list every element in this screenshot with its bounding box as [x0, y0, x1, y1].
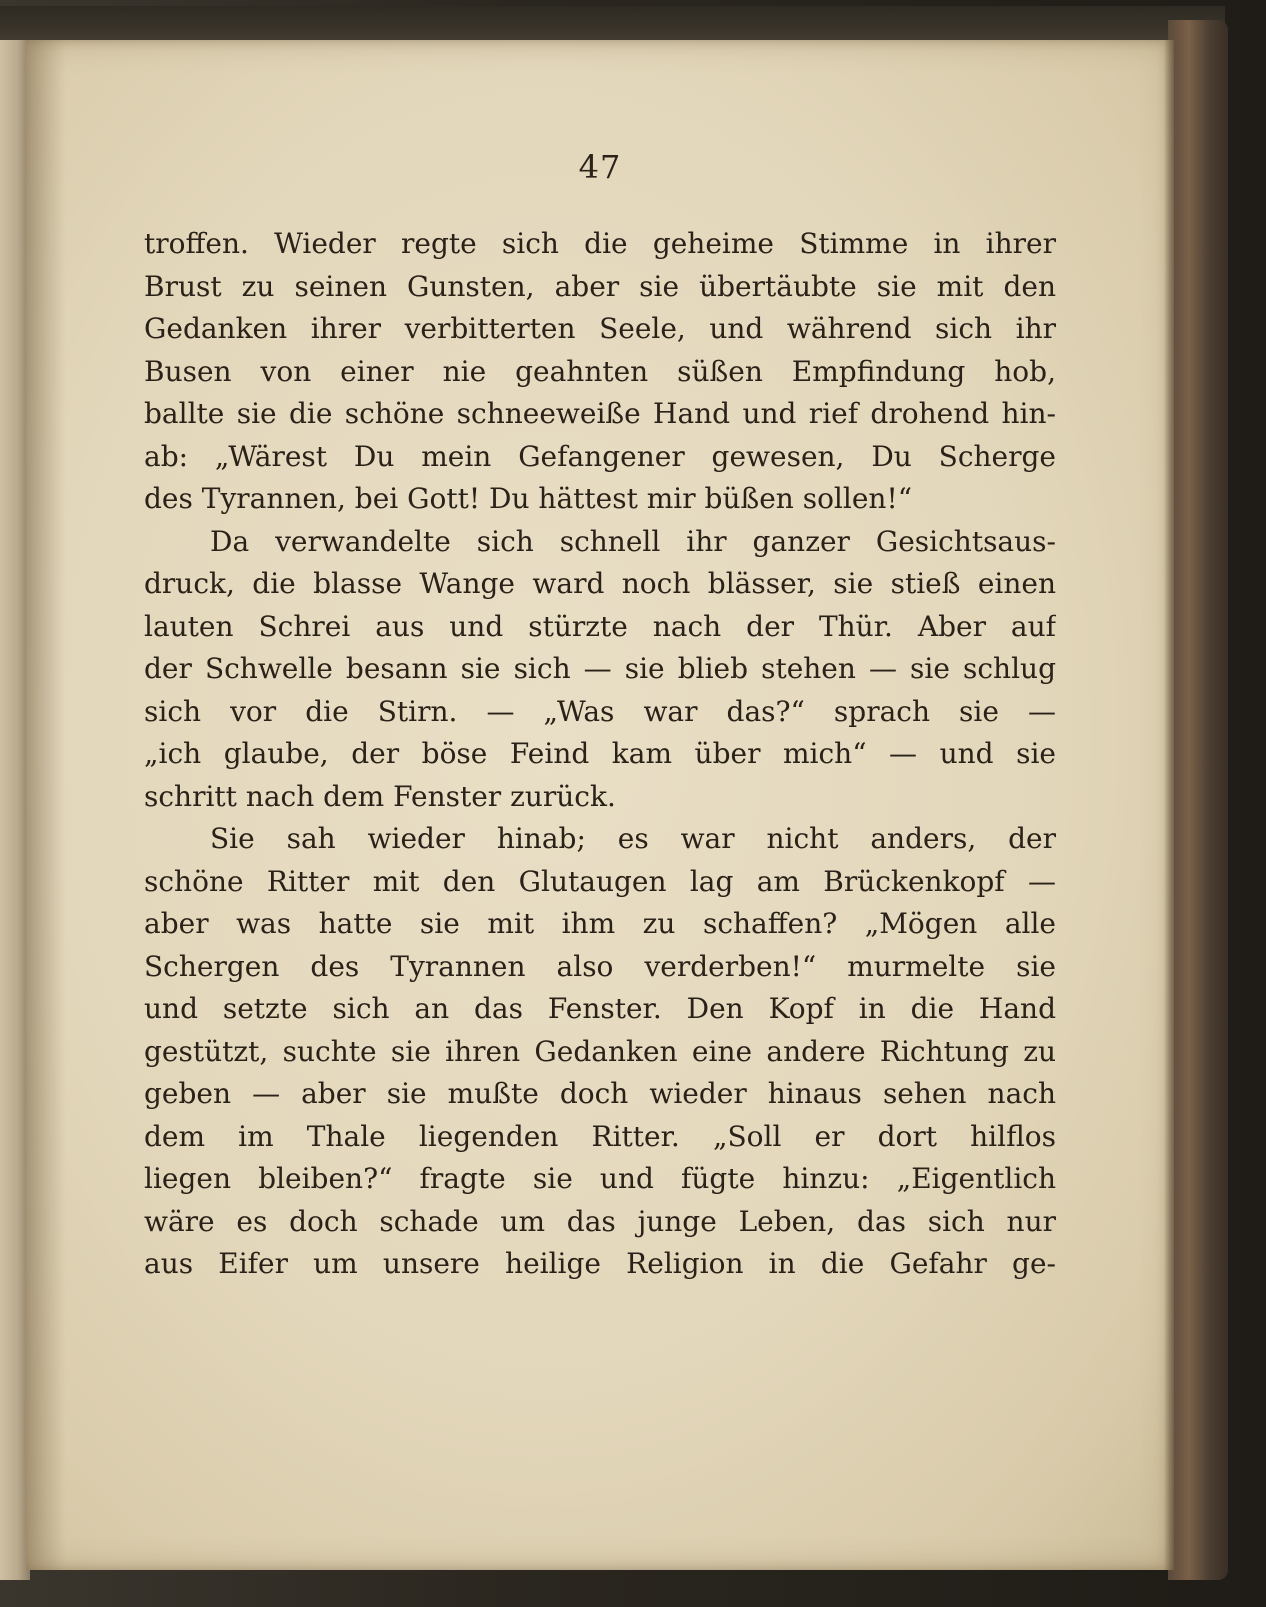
- text-line: ballte sie die schöne schneeweiße Hand und rief drohend hin-: [144, 397, 1056, 430]
- text-line: schritt nach dem Fenster zurück.: [144, 779, 616, 813]
- text-line: Busen von einer nie geahnten süßen Empfindung hob,: [144, 354, 1056, 388]
- gutter-shadow: [26, 40, 66, 1570]
- text-line: Sie sah wieder hinab; es war nicht anders, der: [210, 822, 1056, 855]
- page-edge-shadow: [1164, 40, 1174, 1570]
- text-line: druck, die blasse Wange ward noch blässer, sie stieß einen: [144, 567, 1056, 600]
- text-line: aus Eifer um unsere heilige Religion in die Gefahr ge-: [144, 1247, 1056, 1280]
- text-line: Da verwandelte sich schnell ihr ganzer Gesichtsaus-: [210, 524, 1056, 558]
- text-line: ab: „Wärest Du mein Gefangener gewesen, Du Scherge: [144, 439, 1056, 473]
- text-line: der Schwelle besann sie sich — sie blieb stehen — sie schlug: [144, 652, 1056, 685]
- text-line: aber was hatte sie mit ihm zu schaffen? „Mögen alle: [144, 907, 1056, 940]
- text-line: sich vor die Stirn. — „Was war das?“ sprach sie —: [144, 694, 1056, 728]
- text-line: dem im Thale liegenden Ritter. „Soll er dort hilflos: [144, 1119, 1056, 1153]
- text-line: troffen. Wieder regte sich die geheime Stimme in ihrer: [144, 227, 1056, 260]
- text-line: und setzte sich an das Fenster. Den Kopf in die Hand: [144, 992, 1056, 1025]
- book-cover-right: [1168, 20, 1228, 1580]
- text-line: lauten Schrei aus und stürzte nach der Thür. Aber auf: [144, 609, 1056, 643]
- text-line: geben — aber sie mußte doch wieder hinaus sehen nach: [144, 1077, 1056, 1110]
- text-line: wäre es doch schade um das junge Leben, das sich nur: [144, 1204, 1056, 1238]
- text-line: schöne Ritter mit den Glutaugen lag am Brückenkopf —: [144, 864, 1056, 898]
- text-line: gestützt, suchte sie ihren Gedanken eine andere Richtung zu: [144, 1034, 1056, 1068]
- body-text: [144, 223, 1056, 1286]
- text-line: „ich glaube, der böse Feind kam über mich“ — und sie: [144, 737, 1056, 770]
- text-line: des Tyrannen, bei Gott! Du hättest mir büßen sollen!“: [144, 482, 913, 515]
- text-line: Schergen des Tyrannen also verderben!“ murmelte sie: [144, 949, 1056, 983]
- text-line: liegen bleiben?“ fragte sie und fügte hinzu: „Eigentlich: [144, 1162, 1056, 1195]
- page-number: 47: [578, 148, 622, 186]
- text-line: Brust zu seinen Gunsten, aber sie übertäubte sie mit den: [144, 269, 1056, 303]
- text-line: Gedanken ihrer verbitterten Seele, und während sich ihr: [144, 312, 1056, 345]
- book-page: [26, 40, 1174, 1570]
